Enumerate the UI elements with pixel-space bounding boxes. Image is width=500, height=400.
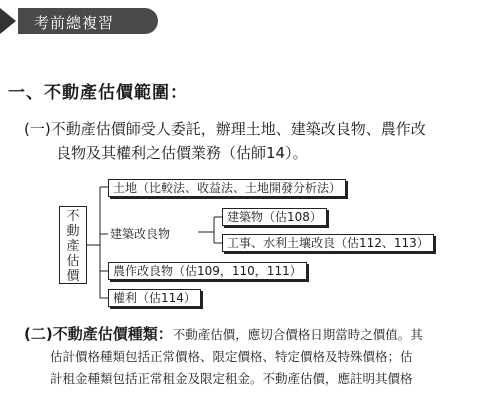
item-2-line-1: 不動產估價，應切合價格日期當時之價值。其 — [172, 327, 423, 342]
diagram-node-crops: 農作改良物（估109，110，111） — [108, 262, 307, 280]
diagram-root-box — [59, 206, 87, 284]
root-char: 價 — [66, 269, 80, 284]
item-2-line-2: 估計價格種類包括正常價格、限定價格、特定價格及特殊價格；估 — [50, 349, 413, 364]
section-title: 一、不動產估價範圍： — [8, 83, 188, 103]
item-1-paragraph — [24, 117, 494, 165]
item-1-line-2: 良物及其權利之估價業務（估師14）。 — [56, 144, 308, 162]
diagram-node-works: 工事、水利土壤改良（估112、113） — [222, 234, 434, 252]
root-char: 估 — [66, 254, 80, 269]
diagram-node-rights: 權利（估114） — [108, 289, 201, 307]
diagram-node-land: 土地（比較法、收益法、土地開發分析法） — [108, 179, 346, 197]
root-char: 產 — [66, 239, 80, 254]
root-char: 動 — [66, 224, 80, 239]
root-char: 不 — [66, 209, 80, 224]
item-2-heading: (二)不動產估價種類： — [24, 325, 173, 343]
section-banner — [0, 8, 158, 34]
diagram-node-building: 建築改良物 — [110, 227, 171, 241]
diagram-node-building-structure: 建築物（估108） — [222, 208, 327, 226]
item-2-paragraph — [24, 323, 496, 390]
item-2-line-3: 計租金種類包括正常租金及限定租金。不動產估價，應註明其價格 — [50, 371, 413, 386]
banner-triangle-icon — [0, 8, 16, 34]
item-1-line-1: (一)不動產估價師受人委託，辦理土地、建築改良物、農作改 — [24, 120, 426, 138]
banner-label: 考前總複習 — [34, 14, 115, 32]
